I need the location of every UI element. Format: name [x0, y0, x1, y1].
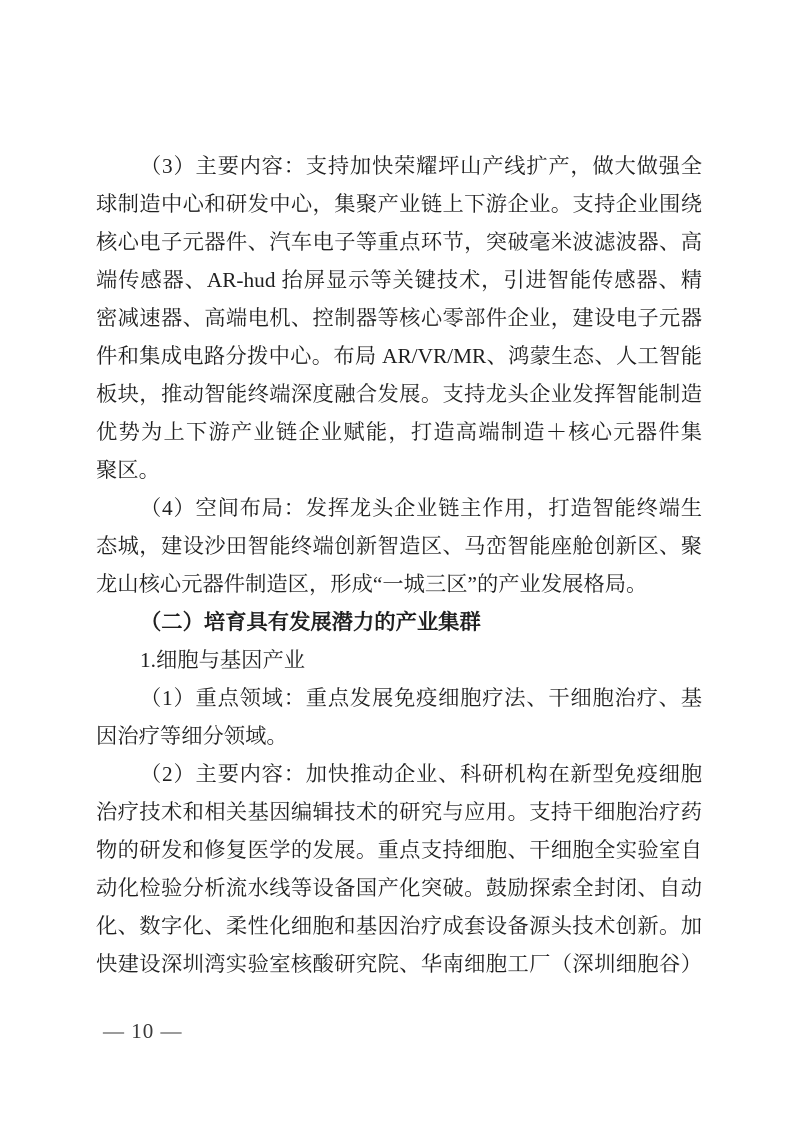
text-line: 件和集成电路分拨中心。布局 AR/VR/MR、鸿蒙生态、人工智能	[96, 344, 702, 368]
text-line: 密减速器、高端电机、控制器等核心零部件企业，建设电子元器	[96, 306, 702, 330]
text-line: （2）主要内容：加快推动企业、科研机构在新型免疫细胞	[140, 762, 702, 786]
text-line: 快建设深圳湾实验室核酸研究院、华南细胞工厂（深圳细胞谷）	[96, 952, 702, 976]
text-line: 聚区。	[96, 458, 160, 482]
text-line: 化、数字化、柔性化细胞和基因治疗成套设备源头技术创新。加	[96, 914, 702, 938]
text-line: 板块，推动智能终端深度融合发展。支持龙头企业发挥智能制造	[96, 382, 702, 406]
text-line: （1）重点领域：重点发展免疫细胞疗法、干细胞治疗、基	[140, 686, 702, 710]
document-body	[96, 147, 702, 983]
sub-heading: 1.细胞与基因产业	[140, 648, 306, 672]
text-line: 端传感器、AR-hud 抬屏显示等关键技术，引进智能传感器、精	[96, 268, 702, 292]
text-line: 动化检验分析流水线等设备国产化突破。鼓励探索全封闭、自动	[96, 876, 702, 900]
text-line: 因治疗等细分领域。	[96, 724, 288, 748]
text-line: 球制造中心和研发中心，集聚产业链上下游企业。支持企业围绕	[96, 192, 702, 216]
text-line: 治疗技术和相关基因编辑技术的研究与应用。支持干细胞治疗药	[96, 800, 702, 824]
text-line: 态城，建设沙田智能终端创新智造区、马峦智能座舱创新区、聚	[96, 534, 702, 558]
text-line: 核心电子元器件、汽车电子等重点环节，突破毫米波滤波器、高	[96, 230, 702, 254]
text-line: 物的研发和修复医学的发展。重点支持细胞、干细胞全实验室自	[96, 838, 702, 862]
section-heading: （二）培育具有发展潜力的产业集群	[140, 610, 481, 634]
page-number: — 10 —	[103, 1019, 183, 1043]
text-line: （3）主要内容：支持加快荣耀坪山产线扩产，做大做强全	[140, 154, 702, 178]
text-line: 优势为上下游产业链企业赋能，打造高端制造＋核心元器件集	[96, 420, 702, 444]
text-line: （4）空间布局：发挥龙头企业链主作用，打造智能终端生	[140, 496, 702, 520]
text-line: 龙山核心元器件制造区，形成“一城三区”的产业发展格局。	[96, 572, 648, 596]
